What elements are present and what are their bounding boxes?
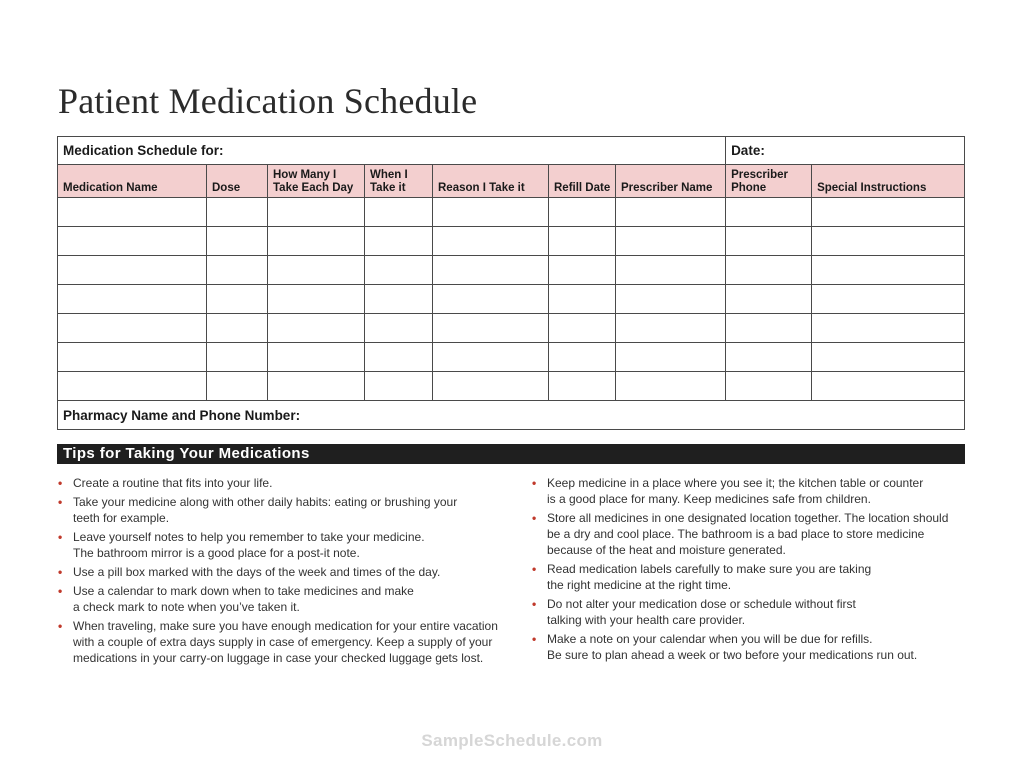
pharmacy-field[interactable]: Pharmacy Name and Phone Number: [58,401,965,430]
tip-text: Store all medicines in one designated location together. The location should [547,511,949,525]
column-header: When I Take it [365,165,433,198]
bullet-icon: • [58,476,63,490]
tip-item [532,510,952,558]
tip-item [532,596,952,628]
table-cell[interactable] [726,227,812,256]
medication-schedule-table [57,136,965,430]
table-cell[interactable] [616,314,726,343]
table-cell[interactable] [812,285,965,314]
tip-text: Keep medicine in a place where you see it; the kitchen table or counter [547,476,924,490]
table-cell[interactable] [616,372,726,401]
table-cell[interactable] [726,372,812,401]
table-cell[interactable] [268,314,365,343]
table-cell[interactable] [58,227,207,256]
tips-list-right [532,475,952,666]
table-cell[interactable] [365,314,433,343]
table-cell[interactable] [268,343,365,372]
tip-item [532,561,952,593]
table-cell[interactable] [812,256,965,285]
table-cell[interactable] [207,227,268,256]
bullet-icon: • [58,565,63,579]
tip-text: a check mark to note when you’ve taken it. [73,600,300,614]
table-row [58,227,965,256]
table-cell[interactable] [549,227,616,256]
table-cell[interactable] [207,372,268,401]
table-cell[interactable] [433,285,549,314]
table-cell[interactable] [726,198,812,227]
table-cell[interactable] [433,372,549,401]
column-header: How Many I Take Each Day [268,165,365,198]
table-cell[interactable] [812,372,965,401]
column-header: Medication Name [58,165,207,198]
tip-item [532,475,952,507]
table-row [58,198,965,227]
tip-text: talking with your health care provider. [547,613,746,627]
table-cell[interactable] [365,343,433,372]
table-cell[interactable] [365,227,433,256]
table-cell[interactable] [207,285,268,314]
table-cell[interactable] [549,343,616,372]
column-header: Refill Date [549,165,616,198]
bullet-icon: • [532,562,537,576]
schedule-for-field[interactable]: Medication Schedule for: [58,137,726,165]
page-title: Patient Medication Schedule [58,81,478,121]
watermark: SampleSchedule.com [421,731,603,750]
tips-list-left [58,475,498,669]
tip-text: medications in your carry-on luggage in case your checked luggage gets lost. [73,651,484,665]
bullet-icon: • [532,632,537,646]
tip-text: Make a note on your calendar when you will be due for refills. [547,632,873,646]
column-header: Dose [207,165,268,198]
table-cell[interactable] [549,372,616,401]
table-cell[interactable] [433,227,549,256]
table-cell[interactable] [268,372,365,401]
tip-text: Read medication labels carefully to make sure you are taking [547,562,872,576]
tip-text: Create a routine that fits into your life. [73,476,273,490]
tip-text: because of the heat and moisture generated. [547,543,786,557]
table-cell[interactable] [58,256,207,285]
date-field[interactable]: Date: [726,137,965,165]
table-cell[interactable] [549,285,616,314]
table-cell[interactable] [207,256,268,285]
table-cell[interactable] [549,256,616,285]
column-header-row [58,165,965,198]
table-cell[interactable] [365,198,433,227]
table-cell[interactable] [616,285,726,314]
tip-item [58,618,498,666]
table-cell[interactable] [268,227,365,256]
tip-text: Take your medicine along with other daily habits: eating or brushing your [73,495,458,509]
tip-item [58,564,498,580]
column-header: Special Instructions [812,165,965,198]
column-header: Prescriber Name [616,165,726,198]
table-cell[interactable] [726,285,812,314]
table-cell[interactable] [433,314,549,343]
table-cell[interactable] [207,314,268,343]
table-cell[interactable] [812,314,965,343]
table-cell[interactable] [365,256,433,285]
table-cell[interactable] [616,227,726,256]
tip-text: teeth for example. [73,511,170,525]
tip-text: Use a calendar to mark down when to take medicines and make [73,584,414,598]
table-cell[interactable] [365,285,433,314]
table-cell[interactable] [58,198,207,227]
table-cell[interactable] [433,256,549,285]
table-cell[interactable] [433,198,549,227]
table-cell[interactable] [726,314,812,343]
table-cell[interactable] [726,343,812,372]
table-cell[interactable] [812,227,965,256]
table-cell[interactable] [58,314,207,343]
tip-text: When traveling, make sure you have enough medication for your entire vacation [73,619,498,633]
table-cell[interactable] [58,372,207,401]
tip-text: Do not alter your medication dose or schedule without first [547,597,856,611]
tip-text: Use a pill box marked with the days of the week and times of the day. [73,565,441,579]
bullet-icon: • [532,476,537,490]
table-cell[interactable] [58,285,207,314]
table-cell[interactable] [58,343,207,372]
column-header: Prescriber Phone [726,165,812,198]
tip-text: is a good place for many. Keep medicines safe from children. [547,492,871,506]
bullet-icon: • [58,530,63,544]
table-row [58,314,965,343]
tip-text: with a couple of extra days supply in case of emergency. Keep a supply of your [73,635,493,649]
table-row [58,343,965,372]
tip-item [58,529,498,561]
table-cell[interactable] [268,256,365,285]
tip-item [58,494,498,526]
table-cell[interactable] [812,198,965,227]
bullet-icon: • [58,619,63,633]
table-cell[interactable] [616,256,726,285]
table-cell[interactable] [549,314,616,343]
table-cell[interactable] [433,343,549,372]
tip-text: Be sure to plan ahead a week or two before your medications run out. [547,648,918,662]
table-cell[interactable] [549,198,616,227]
tips-heading: Tips for Taking Your Medications [63,445,310,462]
bullet-icon: • [532,511,537,525]
table-cell[interactable] [365,372,433,401]
tip-text: be a dry and cool place. The bathroom is a bad place to store medicine [547,527,925,541]
column-header: Reason I Take it [433,165,549,198]
tip-text: the right medicine at the right time. [547,578,732,592]
table-cell[interactable] [812,343,965,372]
table-cell[interactable] [616,198,726,227]
table-cell[interactable] [207,198,268,227]
tip-item [532,631,952,663]
tip-item [58,583,498,615]
table-row [58,285,965,314]
table-cell[interactable] [207,343,268,372]
bullet-icon: • [58,584,63,598]
table-cell[interactable] [268,285,365,314]
bullet-icon: • [58,495,63,509]
tip-text: Leave yourself notes to help you remember to take your medicine. [73,530,425,544]
table-cell[interactable] [616,343,726,372]
tip-text: The bathroom mirror is a good place for a post-it note. [73,546,360,560]
table-row [58,372,965,401]
tips-heading-bar [57,444,965,464]
table-row [58,256,965,285]
table-cell[interactable] [268,198,365,227]
bullet-icon: • [532,597,537,611]
table-cell[interactable] [726,256,812,285]
tip-item [58,475,498,491]
